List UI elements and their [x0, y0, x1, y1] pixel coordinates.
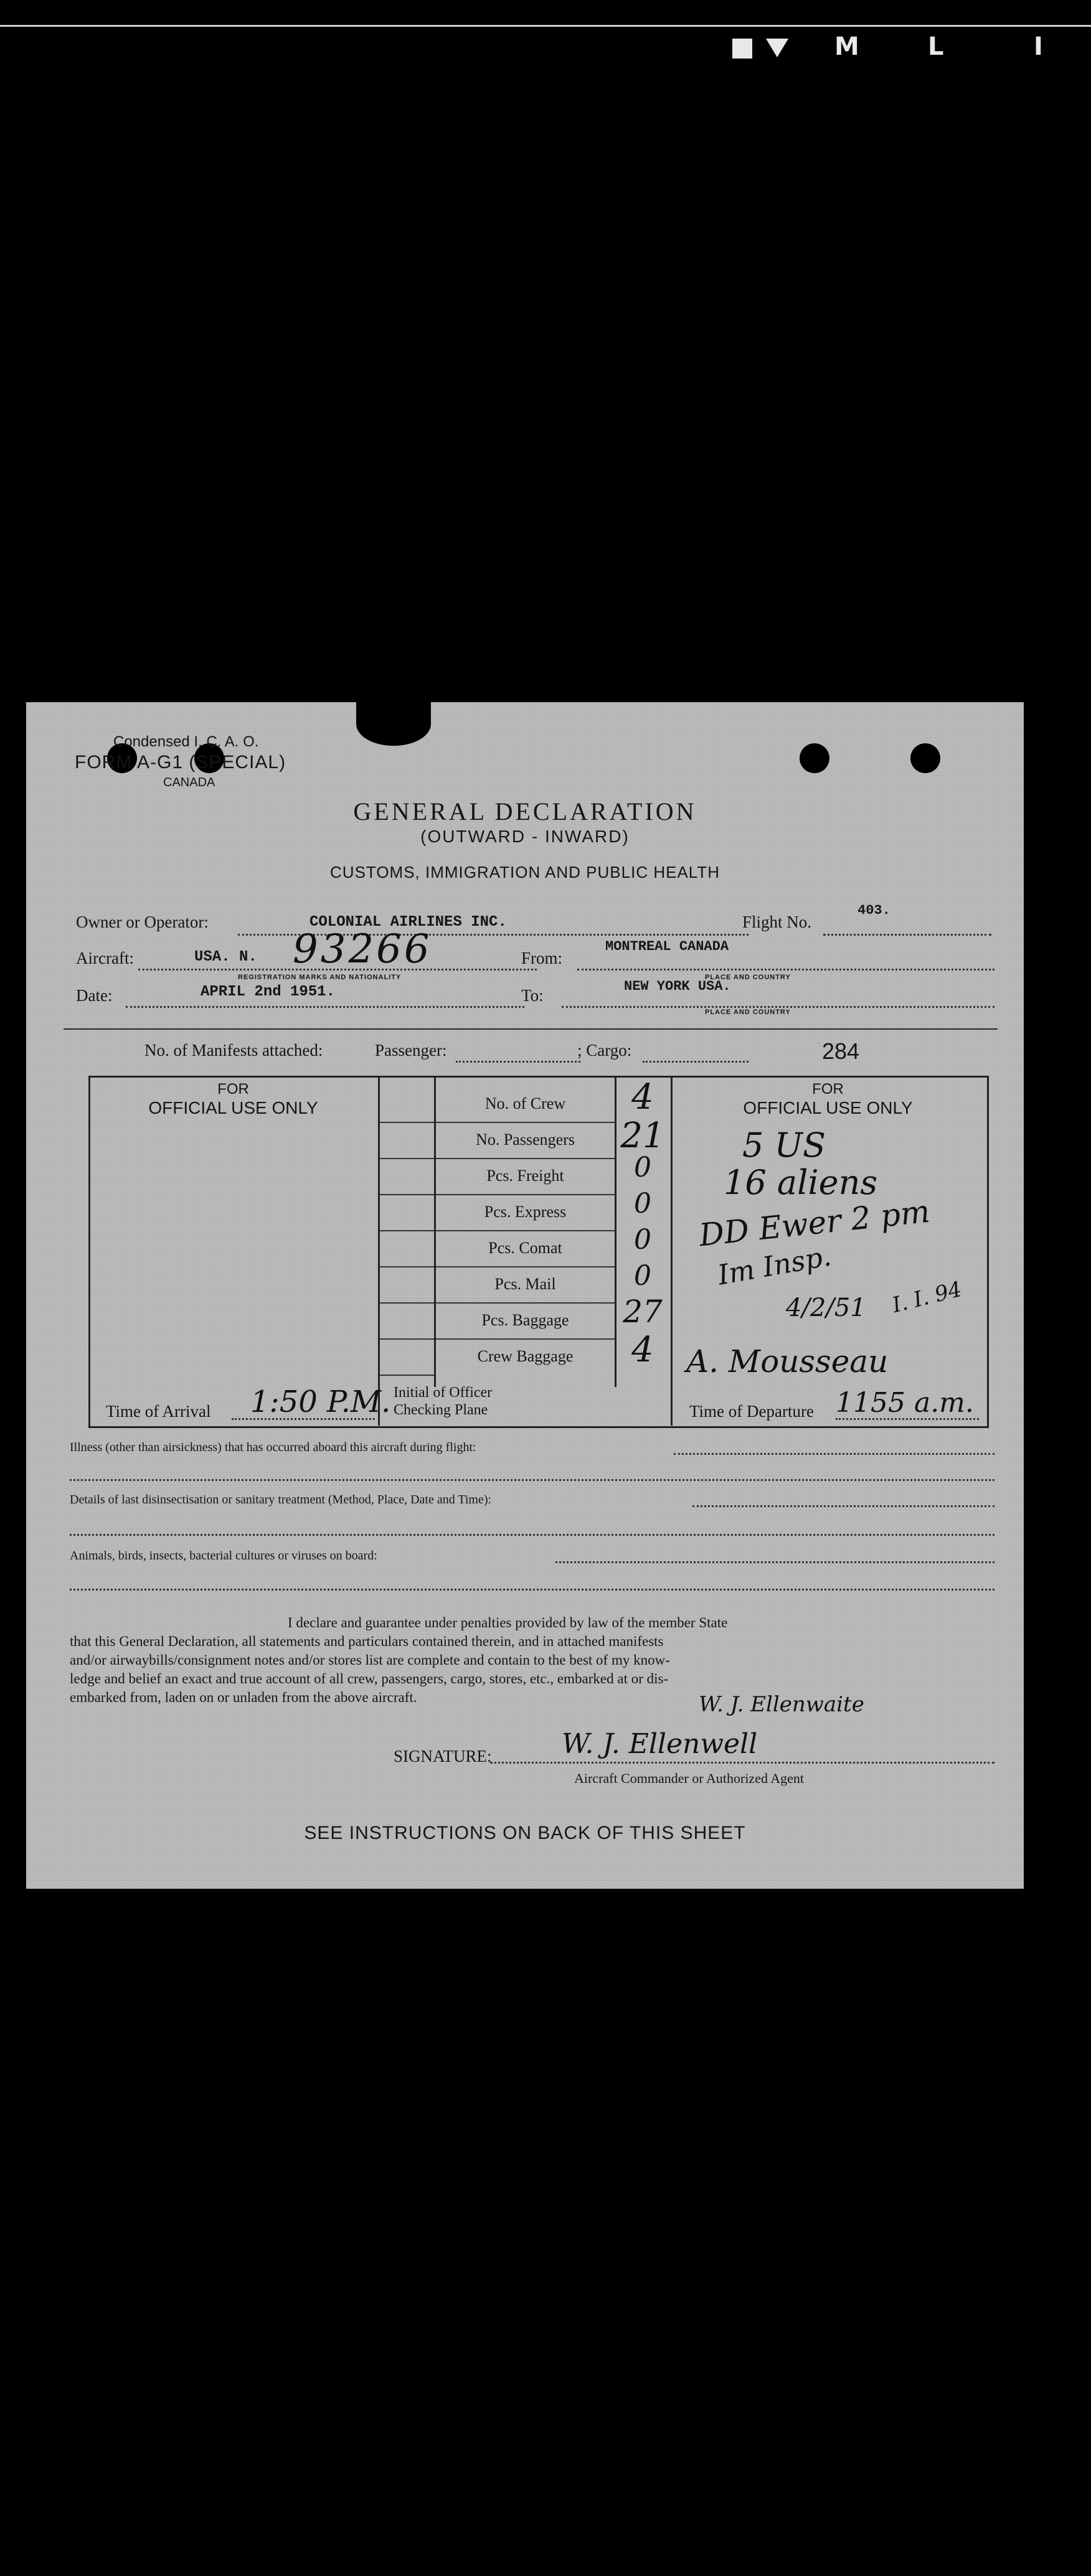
form-subtitle-2: CUSTOMS, IMMIGRATION AND PUBLIC HEALTH [330, 863, 720, 881]
signature-caption: Aircraft Commander or Authorized Agent [574, 1770, 805, 1786]
paper-tab-notch [356, 702, 431, 746]
row-value: 0 [634, 1152, 651, 1183]
to-label: To: [521, 986, 544, 1005]
stamp-number: 284 [822, 1038, 860, 1064]
declaration-line: that this General Declaration, all statements and particulars contained therein, and in attached manifests [70, 1634, 664, 1649]
flight-label: Flight No. [742, 913, 812, 931]
illness-label: Illness (other than airsickness) that has occurred aboard this aircraft during flight: [70, 1441, 476, 1454]
from-line [577, 969, 994, 971]
printed-signature: W. J. Ellenwaite [699, 1692, 864, 1717]
row-rule [436, 1194, 615, 1195]
note-line: 5 US [742, 1126, 826, 1165]
film-edge-line [0, 25, 1091, 27]
illness-line-2 [70, 1479, 994, 1481]
row-value: 4 [631, 1077, 654, 1117]
animals-label: Animals, birds, insects, bacterial cultures or viruses on board: [70, 1549, 377, 1563]
table-divider-left [378, 1076, 380, 1426]
row-label: Pcs. Mail [494, 1275, 556, 1293]
punch-hole [910, 743, 940, 773]
film-mark-l: L [928, 32, 944, 61]
date-line [126, 1006, 524, 1008]
film-mark-m: M [834, 32, 859, 61]
place-note-1: PLACE AND COUNTRY [705, 974, 791, 981]
film-mark-i: I [1034, 32, 1043, 61]
row-label: No. of Crew [484, 1094, 566, 1112]
signature-line [490, 1762, 994, 1764]
form-id: FORM A-G1 (SPECIAL) [75, 752, 286, 773]
animals-line-1 [555, 1561, 994, 1563]
film-triangle-mark [766, 39, 788, 57]
note-line: 16 aliens [724, 1163, 878, 1202]
row-label: Crew Baggage [477, 1347, 574, 1365]
declaration-line: embarked from, laden on or unladen from the above aircraft. [70, 1690, 417, 1705]
cargo-line [643, 1061, 749, 1063]
flight-value: 403. [857, 903, 890, 918]
aircraft-label: Aircraft: [76, 949, 134, 967]
flight-line [823, 934, 991, 936]
row-rule [380, 1158, 434, 1159]
passenger-line [456, 1061, 580, 1063]
row-rule [436, 1158, 615, 1159]
date-label: Date: [76, 986, 113, 1005]
film-square-mark [732, 39, 752, 59]
header-rule [64, 1028, 998, 1030]
disinsect-line-1 [692, 1505, 994, 1507]
left-header-for: FOR [217, 1081, 249, 1098]
row-rule [436, 1266, 615, 1267]
note-line: 4/2/51 [786, 1294, 866, 1322]
illness-line-1 [674, 1453, 994, 1455]
row-value: 0 [634, 1260, 651, 1292]
declaration-line: I declare and guarantee under penalties provided by law of the member State [288, 1615, 728, 1630]
row-label: Pcs. Freight [486, 1167, 564, 1185]
row-value: 0 [634, 1188, 651, 1220]
row-value: 21 [620, 1116, 665, 1156]
row-value: 4 [631, 1330, 654, 1370]
row-label: Pcs. Express [484, 1203, 567, 1221]
row-rule [380, 1375, 434, 1376]
time-departure-label: Time of Departure [689, 1402, 814, 1421]
note-line: A. Mousseau [686, 1343, 889, 1380]
country-label: CANADA [163, 776, 215, 789]
note-line: DD Ewer 2 pm [697, 1193, 932, 1254]
row-rule [436, 1122, 615, 1123]
from-label: From: [521, 949, 563, 967]
row-rule [436, 1338, 615, 1340]
animals-line-2 [70, 1589, 994, 1591]
footer-instructions: SEE INSTRUCTIONS ON BACK OF THIS SHEET [304, 1823, 746, 1843]
time-arrival-value: 1:50 P.M. [250, 1384, 391, 1419]
aircraft-number: 93266 [293, 926, 432, 972]
registration-note: REGISTRATION MARKS AND NATIONALITY [238, 974, 402, 981]
time-arrival-label: Time of Arrival [106, 1402, 211, 1421]
row-label: Pcs. Baggage [481, 1311, 569, 1329]
row-rule [380, 1338, 434, 1340]
punch-hole [800, 743, 829, 773]
date-value: APRIL 2nd 1951. [201, 984, 336, 1000]
row-label: Pcs. Comat [488, 1239, 562, 1257]
row-value: 27 [623, 1294, 663, 1330]
to-line [562, 1006, 994, 1008]
table-divider-right [671, 1076, 673, 1426]
row-rule [380, 1122, 434, 1123]
disinsect-line-2 [70, 1534, 994, 1536]
declaration-form [26, 702, 1024, 1889]
from-value: MONTREAL CANADA [605, 939, 729, 954]
signature-value: W. J. Ellenwell [562, 1728, 758, 1760]
disinsect-label: Details of last disinsectisation or sanitary treatment (Method, Place, Date and Time): [70, 1493, 492, 1507]
row-rule [436, 1302, 615, 1304]
cargo-label: ; Cargo: [577, 1041, 632, 1060]
row-rule [380, 1302, 434, 1304]
form-subtitle: (OUTWARD - INWARD) [420, 827, 630, 846]
signature-label: SIGNATURE: [394, 1747, 492, 1765]
row-rule [380, 1266, 434, 1267]
row-value: 0 [634, 1224, 651, 1256]
right-header-official: OFFICIAL USE ONLY [743, 1098, 913, 1117]
row-rule [436, 1230, 615, 1231]
initial-officer-2: Checking Plane [394, 1402, 488, 1418]
note-line: I. I. 94 [889, 1276, 965, 1319]
form-title: GENERAL DECLARATION [353, 797, 697, 825]
manifests-label: No. of Manifests attached: [144, 1041, 323, 1060]
row-label: No. Passengers [476, 1131, 575, 1149]
declaration-line: ledge and belief an exact and true account of all crew, passengers, cargo, stores, etc., embarked at or dis- [70, 1671, 669, 1686]
owner-label: Owner or Operator: [76, 913, 209, 931]
declaration-line: and/or airwaybills/consignment notes and/or stores list are complete and contain to the best of my know- [70, 1652, 670, 1668]
initial-officer-1: Initial of Officer [394, 1384, 493, 1401]
to-value: NEW YORK USA. [624, 979, 731, 994]
right-header-for: FOR [812, 1081, 844, 1098]
row-rule [380, 1194, 434, 1195]
time-departure-value: 1155 a.m. [836, 1387, 974, 1419]
note-line: Im Insp. [715, 1240, 834, 1292]
passenger-label: Passenger: [375, 1041, 447, 1060]
place-note-2: PLACE AND COUNTRY [705, 1008, 791, 1016]
row-rule [380, 1230, 434, 1231]
left-header-official: OFFICIAL USE ONLY [148, 1098, 318, 1117]
table-divider-3 [615, 1076, 616, 1387]
owner-value: COLONIAL AIRLINES INC. [309, 914, 507, 931]
condensed-label: Condensed I. C. A. O. [113, 733, 259, 750]
film-marks [722, 32, 1071, 70]
aircraft-prefix: USA. N. [194, 949, 257, 966]
